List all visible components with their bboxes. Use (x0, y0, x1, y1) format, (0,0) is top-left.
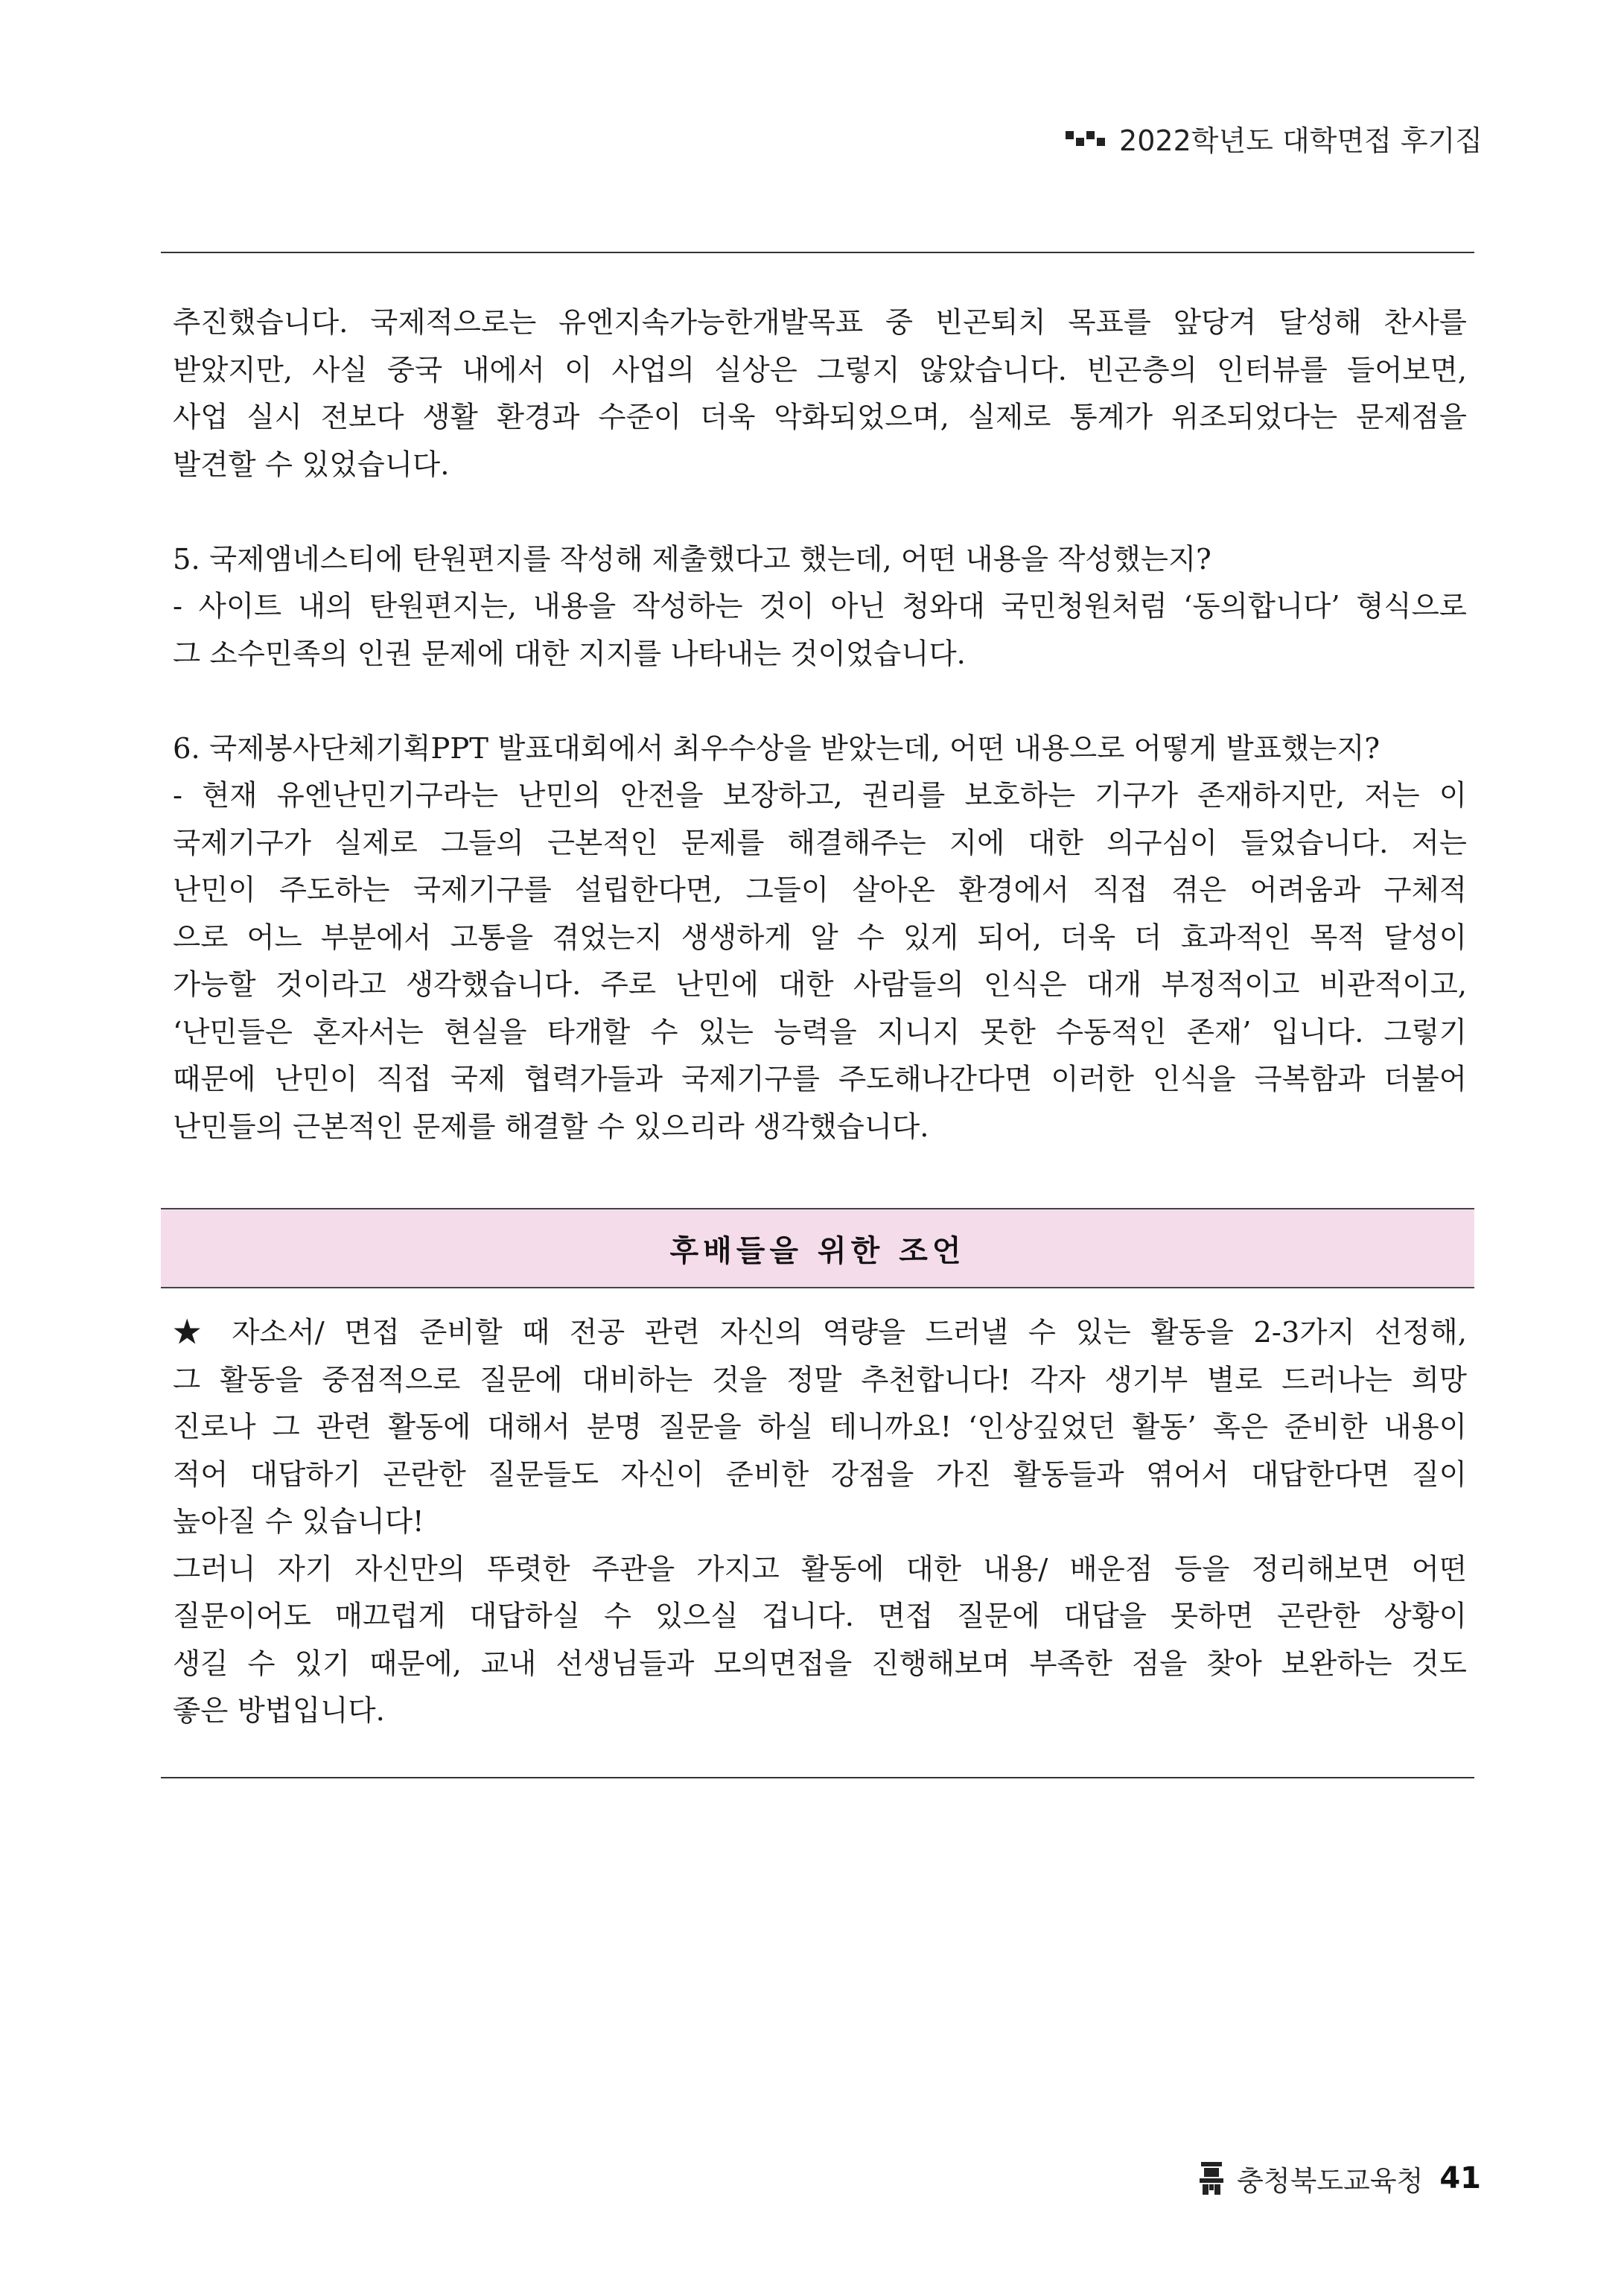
page-footer (1197, 2158, 1481, 2198)
answer-line: - 현재 유엔난민기구라는 난민의 안전을 보장하고, 권리를 보호하는 기구가 존재하지만, 저는 이 (173, 779, 1467, 812)
intro-paragraph (173, 299, 1467, 1151)
page-number: 41 (1439, 2161, 1481, 2195)
top-divider (161, 252, 1474, 253)
footer-org-name: 충청북도교육청 (1237, 2165, 1424, 2197)
text-line: 사업 실시 전보다 생활 환경과 수준이 더욱 악화되었으며, 실제로 통계가 위조되었다는 문제점을 (173, 401, 1467, 434)
text-line: 발견할 수 있었습니다. (173, 448, 450, 482)
advice-line: 좋은 방법입니다. (173, 1694, 385, 1728)
bottom-divider (161, 1777, 1474, 1778)
checker-dots-icon (1066, 131, 1107, 146)
question-5: 5. 국제앰네스티에 탄원편지를 작성해 제출했다고 했는데, 어떤 내용을 작성했는지? (173, 542, 1211, 576)
advice-title: 후배들을 위한 조언 (669, 1233, 966, 1268)
advice-line: 적어 대답하기 곤란한 질문들도 자신이 준비한 강점을 가진 활동들과 엮어서 대답한다면 질이 (173, 1457, 1467, 1492)
answer-line: ‘난민들은 혼자서는 현실을 타개할 수 있는 능력을 지니지 못한 수동적인 존재’ 입니다. 그렇기 (173, 1015, 1467, 1049)
answer-line: - 사이트 내의 탄원편지는, 내용을 작성하는 것이 아닌 청와대 국민청원처럼 ‘동의합니다’ 형식으로 (173, 590, 1467, 623)
answer-line: 난민들의 근본적인 문제를 해결할 수 있으리라 생각했습니다. (173, 1110, 929, 1144)
advice-line: 진로나 그 관련 활동에 대해서 분명 질문을 하실 테니까요! ‘인상깊었던 활동’ 혹은 준비한 내용이 (173, 1411, 1467, 1444)
answer-line: 으로 어느 부분에서 고통을 겪었는지 생생하게 알 수 있게 되어, 더욱 더 효과적인 목적 달성이 (173, 920, 1467, 955)
advice-line: 그러니 자기 자신만의 뚜렷한 주관을 가지고 활동에 대한 내용/ 배운점 등을 정리해보면 어떤 (173, 1552, 1467, 1586)
text-line: 받았지만, 사실 중국 내에서 이 사업의 실상은 그렇지 않았습니다. 빈곤층의 인터뷰를 들어보면, (173, 353, 1467, 387)
running-header (1066, 118, 1483, 159)
question-6: 6. 국제봉사단체기획PPT 발표대회에서 최우수상을 받았는데, 어떤 내용으로 어떻게 발표했는지? (173, 731, 1381, 766)
advice-line: ★ 자소서/ 면접 준비할 때 전공 관련 자신의 역량을 드러낼 수 있는 활동을 2-3가지 선정해, (173, 1316, 1467, 1349)
advice-line: 생길 수 있기 때문에, 교내 선생님들과 모의면접을 진행해보며 부족한 점을 찾아 보완하는 것도 (173, 1647, 1467, 1681)
advice-paragraph (173, 1309, 1467, 1735)
advice-line: 그 활동을 중점적으로 질문에 대비하는 것을 정말 추천합니다! 각자 생기부 별로 드러나는 희망 (173, 1363, 1467, 1397)
advice-line: 높아질 수 있습니다! (173, 1505, 424, 1539)
header-title: 2022학년도 대학면접 후기집 (1119, 124, 1483, 157)
answer-line: 가능할 것이라고 생각했습니다. 주로 난민에 대한 사람들의 인식은 대개 부정적이고 비관적이고, (173, 968, 1467, 1002)
answer-line: 그 소수민족의 인권 문제에 대한 지지를 나타내는 것이었습니다. (173, 637, 966, 671)
advice-heading-band (161, 1208, 1474, 1288)
text-line: 추진했습니다. 국제적으로는 유엔지속가능한개발목표 중 빈곤퇴치 목표를 앞당겨 달성해 찬사를 (173, 306, 1467, 340)
advice-line: 질문이어도 매끄럽게 대답하실 수 있으실 겁니다. 면접 질문에 대답을 못하면 곤란한 상황이 (173, 1600, 1467, 1633)
answer-line: 국제기구가 실제로 그들의 근본적인 문제를 해결해주는 지에 대한 의구심이 들었습니다. 저는 (173, 826, 1467, 860)
answer-line: 때문에 난민이 직접 국제 협력가들과 국제기구를 주도해나간다면 이러한 인식을 극복함과 더불어 (173, 1063, 1467, 1096)
education-office-emblem-icon (1197, 2160, 1226, 2196)
answer-line: 난민이 주도하는 국제기구를 설립한다면, 그들이 살아온 환경에서 직접 겪은 어려움과 구체적 (173, 874, 1467, 907)
